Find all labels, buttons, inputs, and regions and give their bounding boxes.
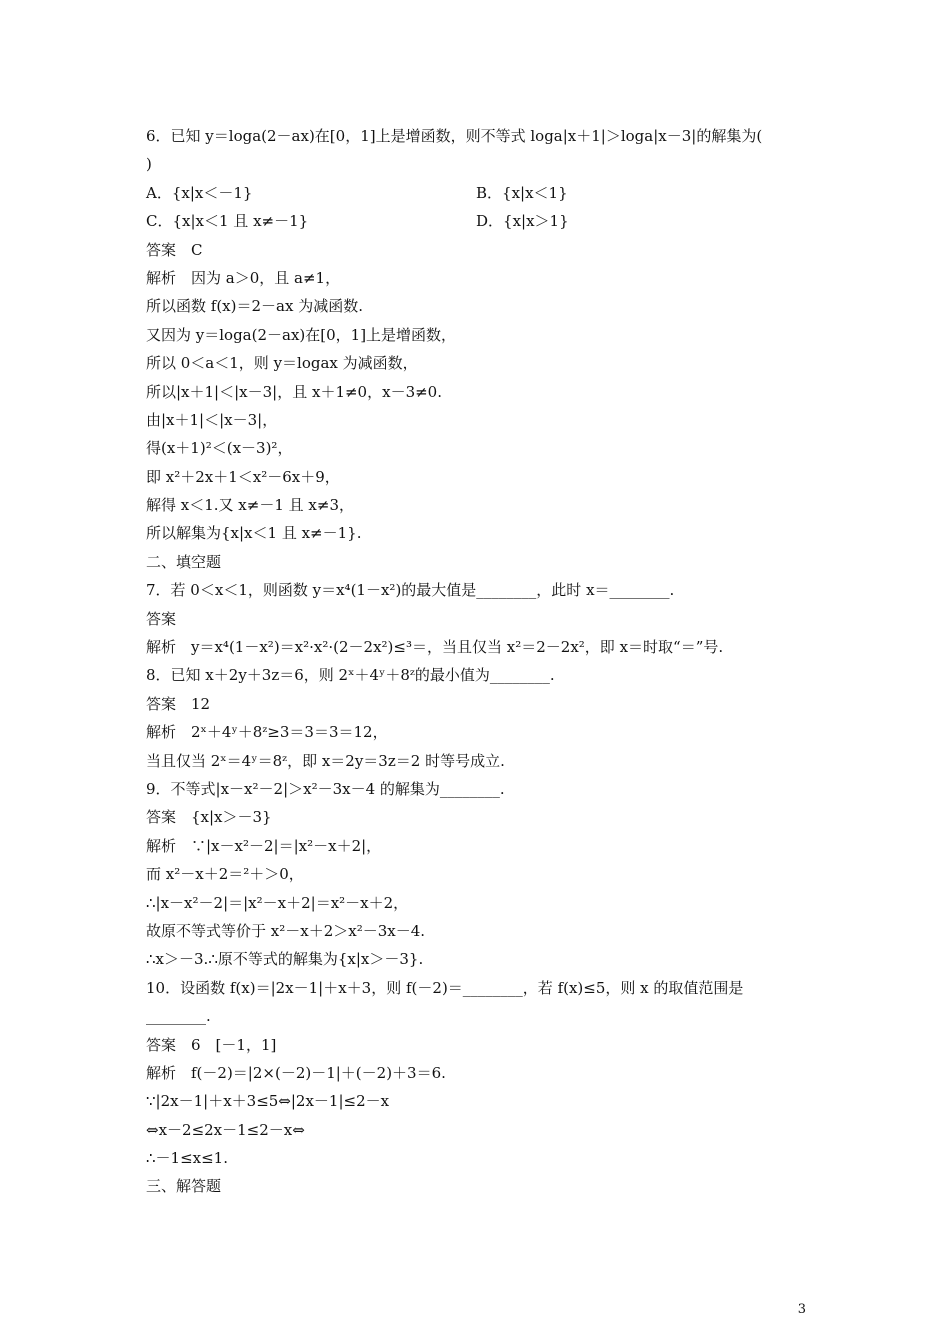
section-heading: 二、填空题 [146,552,222,571]
question-10-cont: ________. [146,1007,211,1026]
option-b: B．{x|x＜1} [476,183,568,202]
answer-7: 答案 [146,609,177,628]
answer-10: 答案 6 [－1，1] [146,1035,277,1054]
page-number: 3 [797,1302,806,1317]
solution-line: 得(x＋1)²＜(x－3)²， [146,439,293,458]
solution-line: 由|x＋1|＜|x－3|， [146,410,278,429]
solution-line: 所以|x＋1|＜|x－3|，且 x＋1≠0，x－3≠0. [146,382,442,401]
question-6-stem: 6．已知 y＝loga(2－ax)在[0，1]上是增函数，则不等式 loga|x＋1|＞loga|x－3|的解集为( [146,127,763,145]
question-9: 9．不等式|x－x²－2|＞x²－3x－4 的解集为________. [146,779,505,798]
question-8: 8．已知 x＋2y＋3z＝6，则 2ˣ＋4ʸ＋8ᶻ的最小值为________. [146,666,555,685]
section-heading: 三、解答题 [146,1177,222,1196]
answer-9: 答案 {x|x＞－3} [146,808,272,827]
solution-line: 解得 x＜1.又 x≠－1 且 x≠3， [146,496,354,515]
solution-line: 所以函数 f(x)＝2－ax 为减函数. [146,297,363,316]
options-row-2 [146,207,810,235]
solution-line: 解析 因为 a＞0，且 a≠1， [146,268,341,287]
option-c: C．{x|x＜1 且 x≠－1} [146,212,309,231]
solution-line: 而 x²－x＋2＝²＋＞0， [146,865,304,884]
solution-line: 故原不等式等价于 x²－x＋2＞x²－3x－4. [146,921,426,940]
option-a: A．{x|x＜－1} [146,183,253,202]
question-7: 7．若 0＜x＜1，则函数 y＝x⁴(1－x²)的最大值是________，此时 x＝________. [146,581,675,600]
solution-line: ⇔x－2≤2x－1≤2－x⇔ [146,1120,305,1139]
solution-line: 所以 0＜a＜1，则 y＝logax 为减函数， [146,354,418,373]
answer-6: 答案 C [146,240,203,259]
solution-line: ∴x＞－3.∴原不等式的解集为{x|x＞－3}. [146,950,424,969]
solution-line: 解析 2ˣ＋4ʸ＋8ᶻ≥3＝3＝3＝12， [146,723,388,742]
question-6-stem-cont: ) [146,155,152,174]
solution-line: 解析 f(－2)＝|2×(－2)－1|＋(－2)＋3＝6. [146,1063,446,1082]
solution-line: 所以解集为{x|x＜1 且 x≠－1}. [146,524,362,543]
solution-line: ∵|2x－1|＋x＋3≤5⇔|2x－1|≤2－x [146,1092,390,1111]
question-10: 10．设函数 f(x)＝|2x－1|＋x＋3，则 f(－2)＝________，若 f(x)≤5，则 x 的取值范围是 [146,978,744,997]
solution-line: 解析 ∵|x－x²－2|＝|x²－x＋2|， [146,836,382,855]
option-d: D．{x|x＞1} [476,212,569,231]
answer-8: 答案 12 [146,694,211,713]
solution-line: 即 x²＋2x＋1＜x²－6x＋9， [146,467,340,486]
solution-line: 又因为 y＝loga(2－ax)在[0，1]上是增函数， [146,325,457,344]
solution-line: 当且仅当 2ˣ＝4ʸ＝8ᶻ，即 x＝2y＝3z＝2 时等号成立. [146,751,505,770]
solution-line: 解析 y＝x⁴(1－x²)＝x²·x²·(2－2x²)≤³＝，当且仅当 x²＝2－2x²，即 x＝时取“＝”号. [146,638,724,657]
options-row-1 [146,179,810,207]
solution-line: ∴|x－x²－2|＝|x²－x＋2|＝x²－x＋2， [146,893,409,912]
solution-line: ∴－1≤x≤1. [146,1149,228,1168]
document-page [146,122,810,1201]
